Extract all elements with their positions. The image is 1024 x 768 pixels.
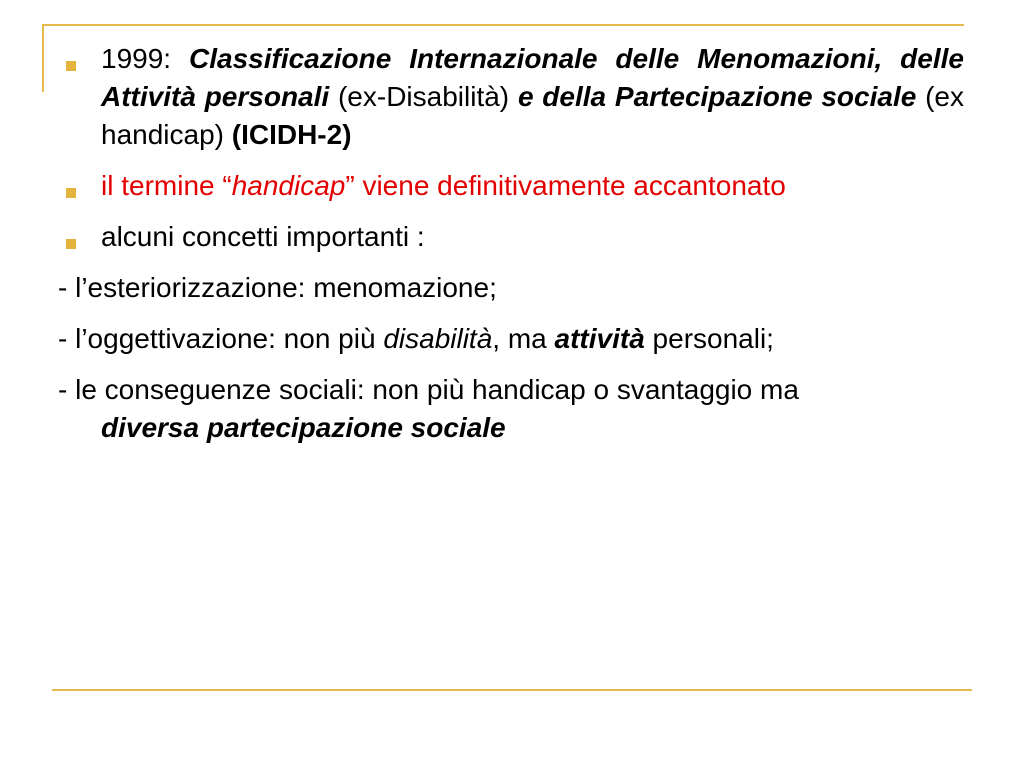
left-rule — [42, 24, 44, 92]
square-bullet-icon — [66, 188, 76, 198]
text-segment: handicap — [231, 170, 346, 201]
slide-content — [58, 40, 964, 460]
text-segment: - l’esteriorizzazione: menomazione; — [58, 272, 497, 303]
text-segment: disabilità — [383, 323, 493, 354]
square-bullet-icon — [66, 239, 76, 249]
text-segment: attività — [554, 323, 645, 354]
text-segment: , ma — [492, 323, 555, 354]
bottom-rule — [52, 689, 972, 691]
text-segment: - le conseguenze sociali: non più handicap o svantaggio ma — [58, 374, 799, 405]
top-rule — [42, 24, 964, 26]
text-segment: alcuni concetti importanti : — [101, 221, 425, 252]
text-segment: e della Partecipazione sociale — [517, 81, 917, 112]
text-segment: (ex handicap) — [101, 81, 964, 150]
square-bullet-icon — [66, 61, 76, 71]
text-segment: diversa partecipazione sociale — [101, 412, 506, 443]
list-item — [58, 218, 964, 256]
list-item — [58, 320, 964, 358]
list-item — [58, 167, 964, 205]
text-segment: personali; — [644, 323, 774, 354]
text-segment: il termine “ — [101, 170, 232, 201]
text-segment: 1999: — [101, 43, 189, 74]
text-segment: - l’oggettivazione: non più — [58, 323, 384, 354]
text-segment: ” viene definitivamente accantonato — [345, 170, 786, 201]
text-segment: Classificazione Internazionale delle Menomazioni, delle Attività personali — [101, 43, 964, 112]
text-segment: (ex-Disabilità) — [329, 81, 518, 112]
list-item — [58, 40, 964, 154]
text-segment: (ICIDH-2) — [231, 119, 352, 150]
list-item — [58, 371, 861, 447]
list-item — [58, 269, 964, 307]
